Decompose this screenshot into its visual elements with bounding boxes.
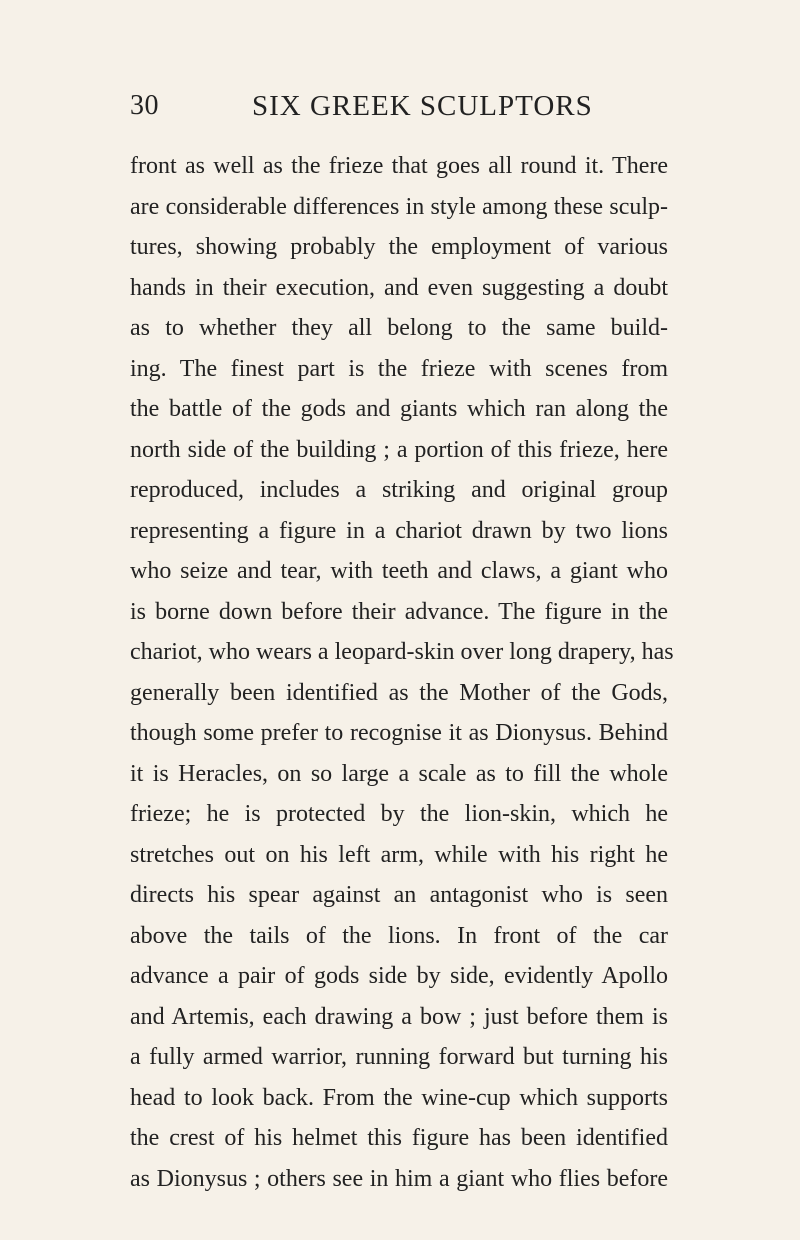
text-line: who seize and tear, with teeth and claws, a giant who bbox=[130, 558, 668, 584]
text-line: it is Heracles, on so large a scale as to fill the whole bbox=[130, 760, 668, 787]
text-line: generally been identified as the Mother of the Gods, bbox=[130, 679, 668, 706]
text-line: is borne down before their advance. The figure in the bbox=[130, 598, 668, 625]
text-line: advance a pair of gods side by side, evidently Apollo bbox=[130, 963, 668, 989]
text-line: tures, showing probably the employment of various bbox=[130, 234, 668, 260]
text-line: the battle of the gods and giants which ran along the bbox=[130, 396, 668, 422]
text-line: and Artemis, each drawing a bow ; just before them is bbox=[130, 1003, 668, 1030]
page-number: 30 bbox=[130, 90, 159, 121]
text-line: chariot, who wears a leopard-skin over long drapery, has bbox=[130, 639, 674, 665]
text-line: as to whether they all belong to the same build- bbox=[130, 315, 668, 341]
text-line: directs his spear against an antagonist who is seen bbox=[130, 882, 668, 908]
text-line: frieze; he is protected by the lion-skin, which he bbox=[130, 801, 668, 827]
text-line: hands in their execution, and even suggesting a doubt bbox=[130, 274, 668, 301]
text-line: though some prefer to recognise it as Dionysus. Behind bbox=[130, 720, 668, 746]
text-line: above the tails of the lions. In front of the car bbox=[130, 922, 668, 949]
text-line: representing a figure in a chariot drawn by two lions bbox=[130, 517, 668, 544]
text-line: north side of the building ; a portion of this frieze, here bbox=[130, 436, 668, 463]
text-line: front as well as the frieze that goes all round it. There bbox=[130, 153, 668, 179]
text-line: a fully armed warrior, running forward but turning his bbox=[130, 1044, 668, 1070]
body-text bbox=[130, 146, 674, 1199]
text-line: ing. The finest part is the frieze with scenes from bbox=[130, 355, 668, 382]
text-line: the crest of his helmet this figure has been identified bbox=[130, 1125, 668, 1151]
text-line: as Dionysus ; others see in him a giant who flies before bbox=[130, 1165, 668, 1192]
page-header bbox=[0, 90, 800, 140]
text-line: stretches out on his left arm, while with his right he bbox=[130, 841, 668, 868]
running-head: SIX GREEK SCULPTORS bbox=[252, 90, 593, 122]
text-line: head to look back. From the wine-cup which supports bbox=[130, 1084, 668, 1111]
text-line: reproduced, includes a striking and original group bbox=[130, 477, 668, 503]
text-line: are considerable differences in style among these sculp- bbox=[130, 193, 668, 220]
